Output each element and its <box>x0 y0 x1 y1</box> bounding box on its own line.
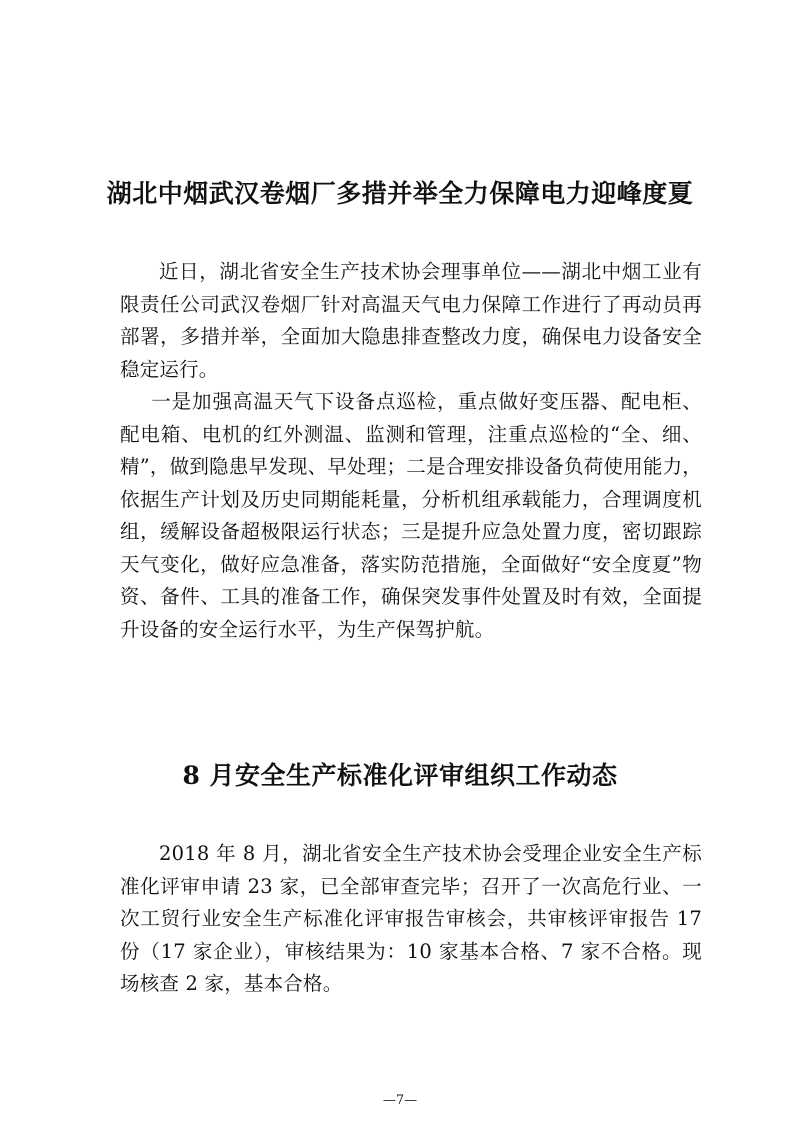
paragraph-intro: 近日，湖北省安全生产技术协会理事单位——湖北中烟工业有限责任公司武汉卷烟厂针对高温天气电力保障工作进行了再动员再部署，多措并举，全面加大隐患排查整改力度，确保电力设备安全稳定运行。 <box>120 260 702 381</box>
paragraph-measures: 一是加强高温天气下设备点巡检，重点做好变压器、配电柜、配电箱、电机的红外测温、监测和管理，注重点巡检的“全、细、精”，做到隐患早发现、早处理；二是合理安排设备负荷使用能力，依据生产计划及历史同期能耗量，分析机组承载能力，合理调度机组，缓解设备超极限运行状态；三是提升应急处置力度，密切跟踪天气变化，做好应急准备，落实防范措施，全面做好“安全度夏”物资、备件、工具的准备工作，确保突发事件处置及时有效，全面提升设备的安全运行水平，为生产保驾护航。 <box>120 390 702 641</box>
paragraph-review-summary: 2018 年 8 月，湖北省安全生产技术协会受理企业安全生产标准化评审申请 23 家，已全部审查完毕；召开了一次高危行业、一次工贸行业安全生产标准化评审报告审核会，共审核评审报告 17 份（17 家企业），审核结果为：10 家基本合格、7 家不合格。现场核查 2 家，基本合格。 <box>120 842 702 995</box>
article-body-power-supply <box>120 256 702 646</box>
article-body-standardization-review <box>120 838 702 1001</box>
page-number: —7— <box>382 1093 418 1108</box>
article-title-standardization-review: 8 月安全生产标准化评审组织工作动态 <box>182 761 618 790</box>
article-title-power-supply: 湖北中烟武汉卷烟厂多措并举全力保障电力迎峰度夏 <box>106 179 694 208</box>
